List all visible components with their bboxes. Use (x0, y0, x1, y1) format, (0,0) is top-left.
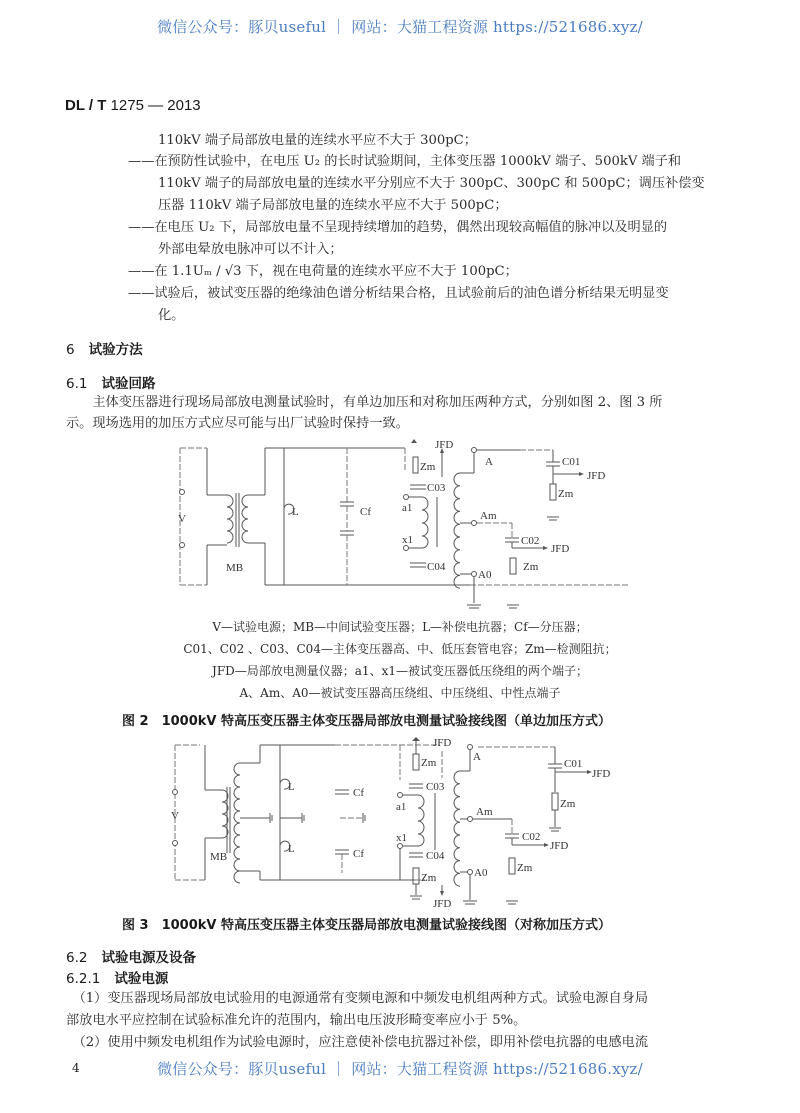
svg-text:C03: C03 (427, 482, 446, 494)
svg-text:A: A (485, 456, 493, 468)
svg-text:Zm: Zm (558, 488, 574, 500)
svg-text:Am: Am (476, 806, 493, 818)
svg-text:Am: Am (480, 510, 497, 522)
section-6-heading (66, 338, 143, 358)
svg-text:JFD: JFD (587, 470, 606, 482)
svg-text:C03: C03 (426, 781, 445, 793)
criteria-item1-line3: 压器 110kV 端子局部放电量的连续水平应不大于 500pC； (158, 198, 508, 213)
section-6-2-heading (66, 946, 196, 966)
svg-text:V: V (178, 513, 186, 525)
figure-2-caption: 图 2 1000kV 特高压变压器主体变压器局部放电测量试验接线图（单边加压方式） (122, 714, 611, 729)
svg-text:Cf: Cf (353, 787, 364, 799)
svg-text:C02: C02 (521, 535, 540, 547)
section-6-1-para-line1: 主体变压器进行现场局部放电测量试验时，有单边加压和对称加压两种方式，分别如图 2、图 3 所 (66, 395, 663, 410)
criteria-line0: 110kV 端子局部放电量的连续水平应不大于 300pC； (158, 133, 477, 148)
section-number: 6.2.1 (66, 971, 101, 987)
svg-text:JFD: JFD (592, 768, 611, 780)
criteria-item4-line2: 化。 (158, 308, 185, 323)
section-number: 6 (66, 342, 75, 358)
svg-text:A0: A0 (478, 569, 492, 581)
svg-text:JFD: JFD (550, 840, 569, 852)
watermark-bottom: 微信公众号：豚贝useful ｜ 网站：大猫工程资源 https://521686.xyz/ (157, 1060, 643, 1078)
section-title: 试验电源 (114, 971, 169, 987)
section-6-2-1-p1-line2: 部放电水平应控制在试验标准允许的范围内，输出电压波形畸变率应小于 5%。 (66, 1013, 527, 1028)
figure-2-legend-line4: A、Am、A0—被试变压器高压绕组、中压绕组、中性点端子 (239, 686, 561, 700)
criteria-item3-line1: ——在 1.1Uₘ / √3 下，视在电荷量的连续水平应不大于 100pC； (128, 264, 518, 279)
svg-text:x1: x1 (402, 534, 413, 546)
section-6-1-para-line2: 示。现场选用的加压方式应尽可能与出厂试验时保持一致。 (66, 416, 409, 431)
svg-text:Zm: Zm (421, 872, 437, 884)
section-title: 试验方法 (88, 342, 143, 358)
svg-text:L: L (288, 781, 295, 793)
svg-text:C02: C02 (522, 831, 541, 843)
svg-text:JFD: JFD (551, 543, 570, 555)
svg-text:Zm: Zm (517, 862, 533, 874)
figure-2-legend-line2: C01、C02 、C03、C04—主体变压器高、中、低压套管电容；Zm—检测阻抗； (183, 642, 617, 656)
svg-text:a1: a1 (396, 801, 407, 813)
criteria-item1-line2: 110kV 端子的局部放电量的连续水平分别应不大于 300pC、300pC 和 500pC；调压补偿变 (158, 176, 705, 191)
svg-text:JFD: JFD (433, 898, 452, 910)
section-6-1-heading (66, 372, 155, 392)
figure-3-circuit-diagram (160, 735, 630, 910)
standard-code-number: 1275 — 2013 (106, 97, 201, 114)
section-6-2-1-p1-line1: （1）变压器现场局部放电试验用的电源通常有变频电源和中频发电机组两种方式。试验电源自身局 (66, 991, 649, 1006)
svg-text:L: L (292, 506, 299, 518)
section-6-2-1-p2-line1: （2）使用中频发电机组作为试验电源时，应注意使补偿电抗器过补偿，即用补偿电抗器的电感电流 (66, 1035, 649, 1050)
standard-code (65, 97, 201, 114)
svg-text:C04: C04 (427, 561, 446, 573)
criteria-item2-line2: 外部电晕放电脉冲可以不计入； (158, 242, 343, 257)
figure-2-circuit-diagram (160, 435, 630, 615)
section-number: 6.1 (66, 376, 88, 392)
section-6-2-1-heading (66, 967, 168, 987)
section-number: 6.2 (66, 950, 88, 966)
svg-text:JFD: JFD (433, 737, 452, 749)
svg-text:Zm: Zm (560, 798, 576, 810)
standard-code-prefix: DL / T (65, 97, 107, 114)
section-title: 试验电源及设备 (101, 950, 196, 966)
svg-text:A: A (473, 751, 481, 763)
svg-text:Cf: Cf (353, 848, 364, 860)
criteria-item2-line1: ——在电压 U₂ 下，局部放电量不呈现持续增加的趋势，偶然出现较高幅值的脉冲以及明显的 (128, 220, 668, 235)
svg-text:C01: C01 (562, 456, 581, 468)
figure-2-legend-line3: JFD—局部放电测量仪器；a1、x1—被试变压器低压绕组的两个端子； (212, 664, 588, 678)
svg-text:V: V (171, 810, 179, 822)
svg-text:Zm: Zm (420, 461, 436, 473)
criteria-item1-line1: ——在预防性试验中，在电压 U₂ 的长时试验期间，主体变压器 1000kV 端子、500kV 端子和 (128, 154, 682, 169)
svg-text:a1: a1 (402, 502, 413, 514)
figure-3-caption: 图 3 1000kV 特高压变压器主体变压器局部放电测量试验接线图（对称加压方式） (122, 918, 611, 933)
figure-2-legend-line1: V—试验电源；MB—中间试验变压器；L—补偿电抗器；Cf—分压器； (212, 620, 588, 634)
svg-text:MB: MB (226, 562, 244, 574)
svg-text:x1: x1 (396, 832, 407, 844)
page-number: 4 (72, 1061, 80, 1075)
svg-text:Zm: Zm (523, 561, 539, 573)
criteria-item4-line1: ——试验后，被试变压器的绝缘油色谱分析结果合格，且试验前后的油色谱分析结果无明显变 (128, 286, 669, 301)
svg-text:C01: C01 (564, 758, 583, 770)
svg-text:MB: MB (210, 851, 228, 863)
watermark-top: 微信公众号：豚贝useful ｜ 网站：大猫工程资源 https://521686.xyz/ (157, 18, 643, 36)
svg-text:Zm: Zm (421, 757, 437, 769)
svg-text:C04: C04 (426, 850, 445, 862)
svg-text:JFD: JFD (435, 439, 454, 451)
section-title: 试验回路 (101, 376, 156, 392)
svg-text:L: L (288, 843, 295, 855)
svg-text:Cf: Cf (360, 506, 371, 518)
svg-text:A0: A0 (474, 867, 488, 879)
